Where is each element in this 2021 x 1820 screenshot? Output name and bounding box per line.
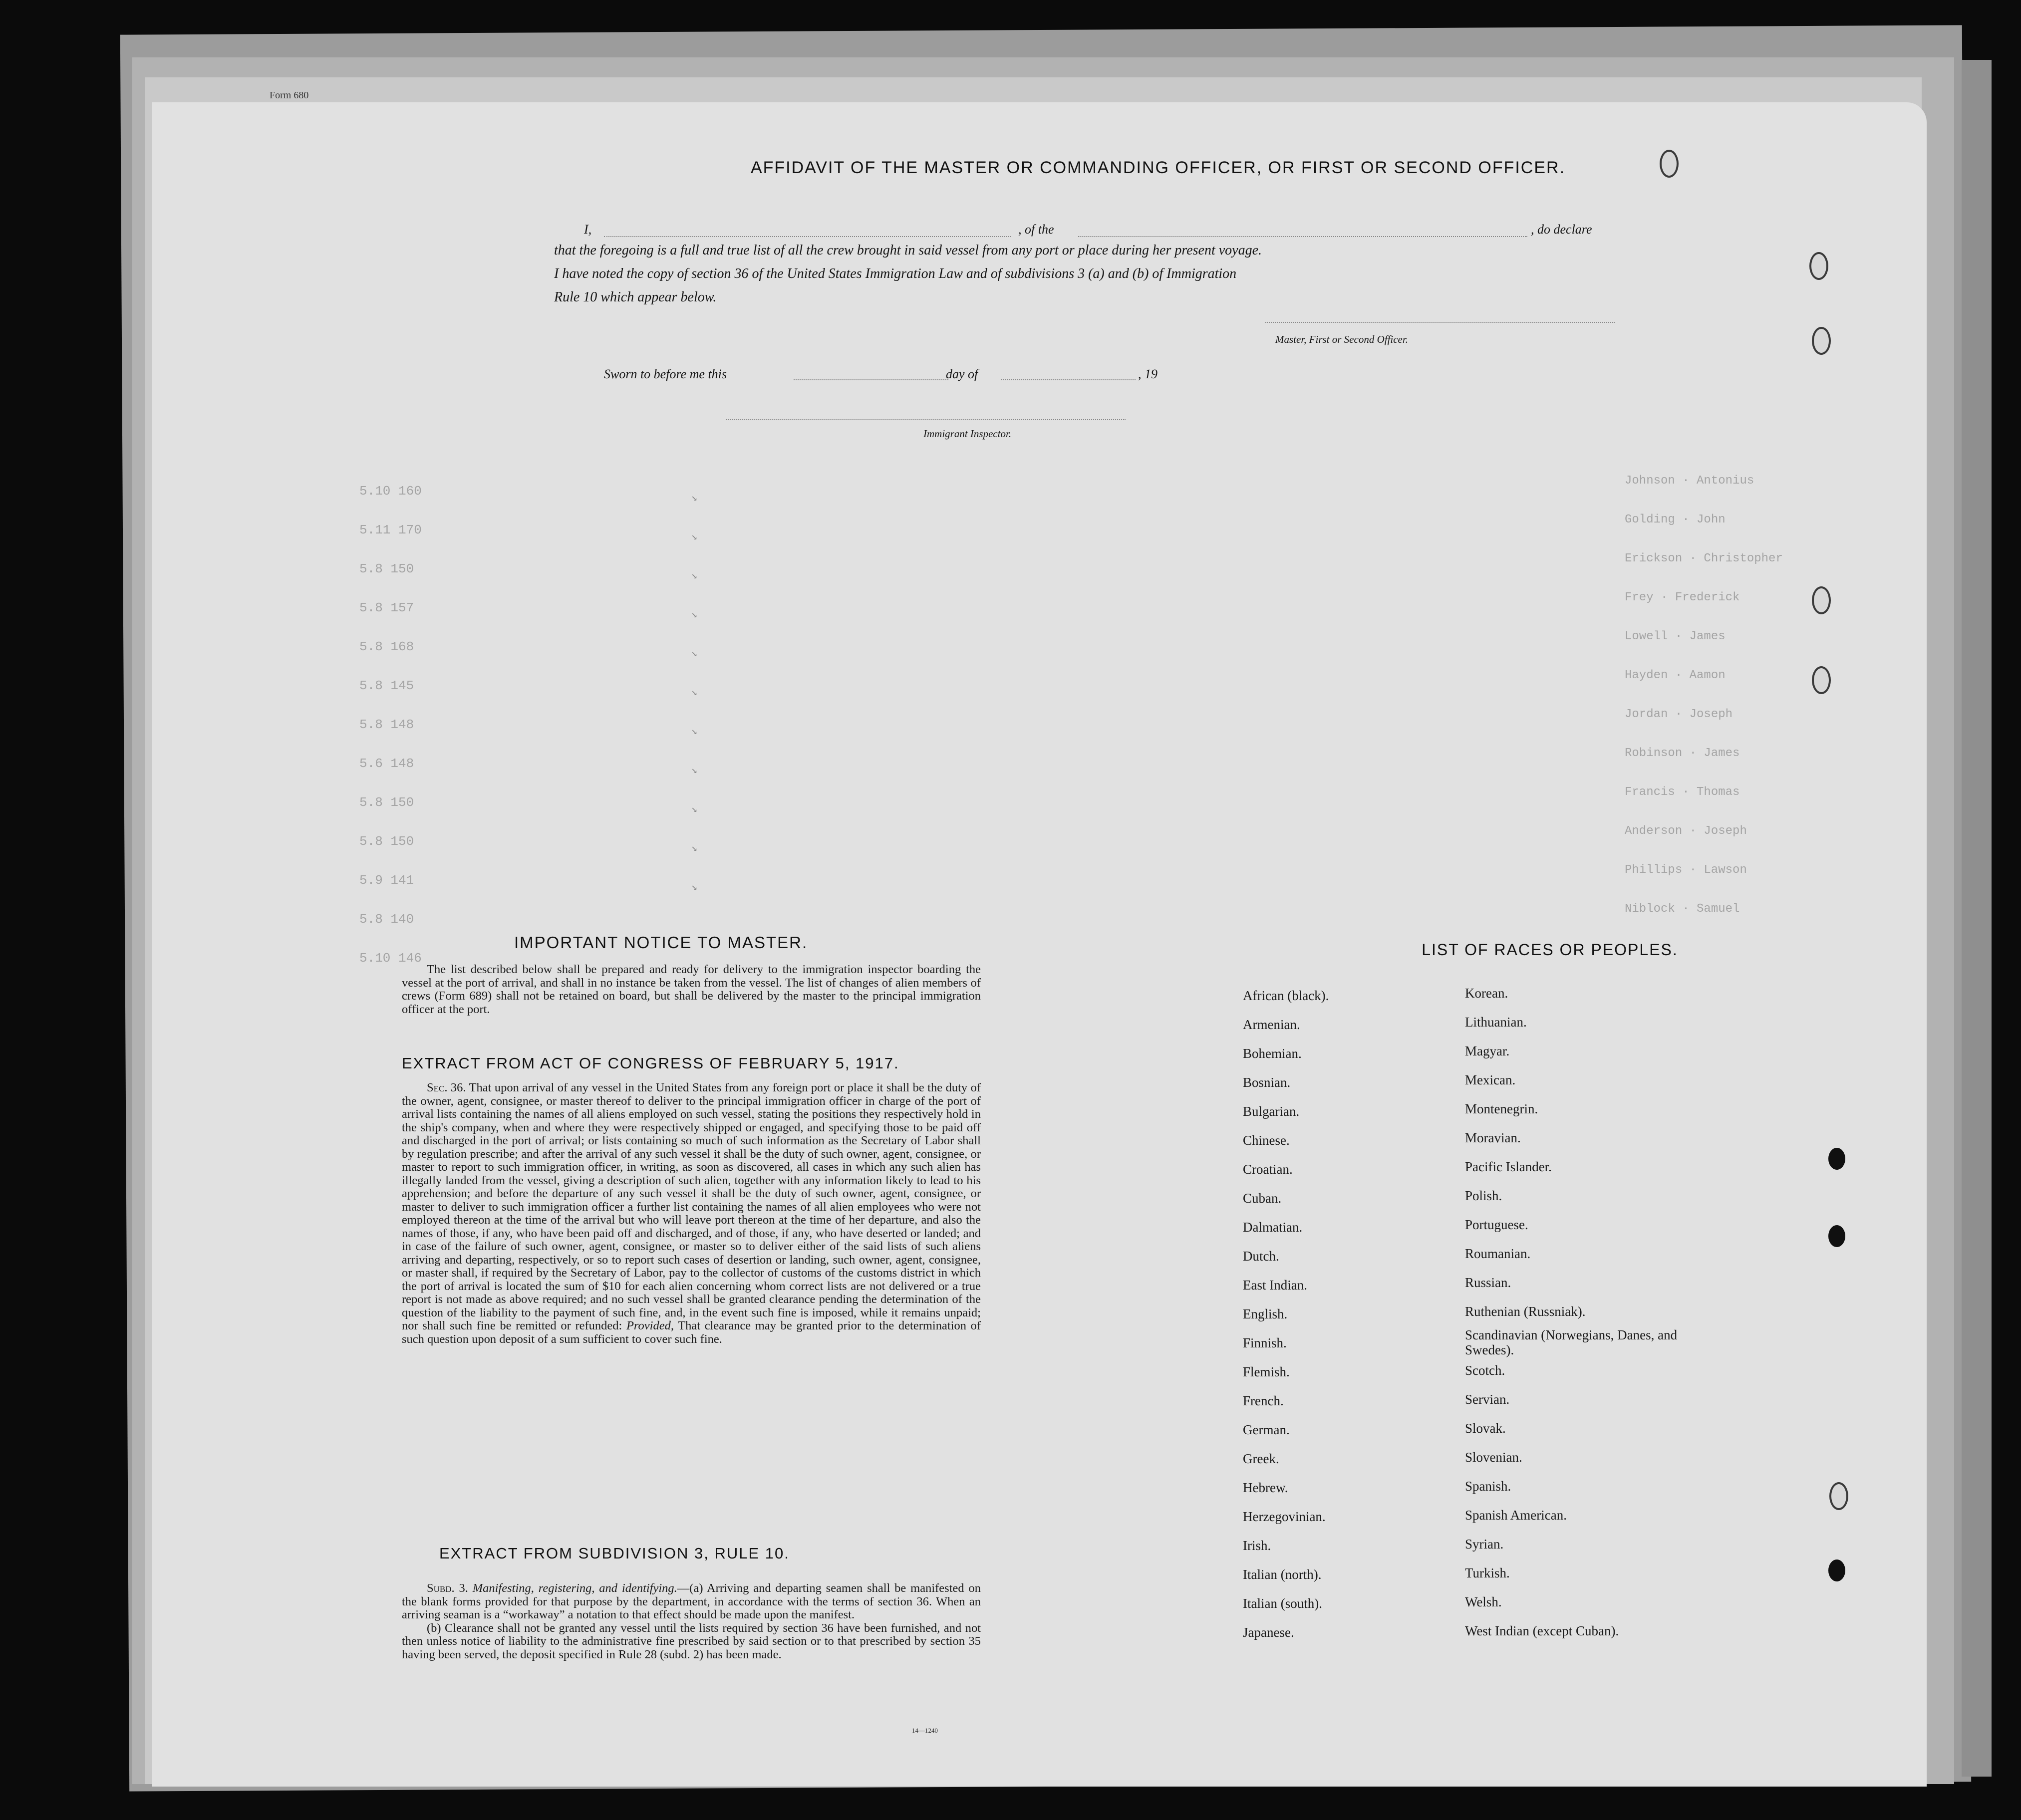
sworn-label: Sworn to before me this: [604, 367, 727, 381]
race-left-item: Flemish.: [1243, 1364, 1290, 1379]
race-right-item: Turkish.: [1465, 1565, 1510, 1580]
day-of-label: day of: [946, 367, 978, 381]
race-left-item: German.: [1243, 1422, 1290, 1437]
punch-hole: [1829, 1482, 1848, 1510]
paragraph-a: —(a) Arriving and departing seamen shall be manifested on the blank forms provided for that purpose by the department, in accordance with the terms of section 36. When an arriving seaman is a “workaway” a notation to that effect should be made upon the manifest.: [402, 1581, 981, 1621]
race-right-item: Syrian.: [1465, 1537, 1504, 1552]
inspector-signature-label: Immigrant Inspector.: [923, 428, 1012, 440]
race-left-item: Japanese.: [1243, 1625, 1294, 1640]
race-left-item: French.: [1243, 1393, 1284, 1408]
race-right-item: Spanish American.: [1465, 1508, 1567, 1523]
race-left-item: Cuban.: [1243, 1191, 1282, 1206]
race-right-item: Magyar.: [1465, 1043, 1510, 1058]
race-right-item: Montenegrin.: [1465, 1101, 1538, 1116]
print-code: 14—1240: [912, 1727, 938, 1734]
race-left-item: Dalmatian.: [1243, 1220, 1303, 1235]
race-right-item: Korean.: [1465, 986, 1508, 1001]
race-right-item: Roumanian.: [1465, 1246, 1531, 1261]
race-right-item: Moravian.: [1465, 1130, 1521, 1145]
race-left-item: East Indian.: [1243, 1278, 1307, 1293]
notice-body: [402, 963, 981, 1016]
sworn-day-line: [794, 379, 948, 380]
paragraph-b: (b) Clearance shall not be granted any vessel until the lists required by section 36 have been furnished, and not then unless notice of liability to the administrative fine prescribed by said section or to that prescribed by section 35 having been served, the deposit specified in Rule 28 (subd. 2) has been made.: [402, 1621, 981, 1661]
race-right-item: Spanish.: [1465, 1479, 1511, 1494]
affidavit-i-label: I,: [584, 222, 592, 237]
race-right-item: Russian.: [1465, 1275, 1511, 1290]
name-blank-line: [604, 236, 1011, 237]
affidavit-line-4: Rule 10 which appear below.: [554, 289, 717, 305]
race-left-item: Croatian.: [1243, 1162, 1293, 1177]
race-right-item: West Indian (except Cuban).: [1465, 1623, 1619, 1638]
subdivision-heading: Manifesting, registering, and identifying.: [472, 1581, 677, 1595]
notice-paragraph: The list described below shall be prepared and ready for delivery to the immigration inspector boarding the vessel at the port of arrival, and shall in no instance be taken from the vessel. The list of changes of alien members of crews (Form 689) shall not be retained on board, but shall be delivered by the master to the principal immigration officer at the port.: [402, 963, 981, 1016]
binding-strip: [1962, 60, 1992, 1777]
show-through-ticks: ↘ ↘ ↘ ↘ ↘ ↘ ↘ ↘ ↘ ↘ ↘: [691, 493, 698, 893]
act-body: [402, 1081, 981, 1346]
races-title: LIST OF RACES OR PEOPLES.: [1422, 941, 1678, 959]
race-right-item: Slovak.: [1465, 1421, 1506, 1436]
race-right-item: Polish.: [1465, 1188, 1502, 1203]
punch-hole: [1809, 252, 1828, 280]
race-right-item: Slovenian.: [1465, 1450, 1522, 1465]
punch-hole: [1828, 1225, 1845, 1247]
race-left-item: Bosnian.: [1243, 1075, 1291, 1090]
master-signature-line: [1265, 322, 1615, 323]
affidavit-line-2: that the foregoing is a full and true list of all the crew brought in said vessel from any port or place during her present voyage.: [554, 243, 1262, 258]
race-right-item: Ruthenian (Russniak).: [1465, 1304, 1586, 1319]
year-label: , 19: [1138, 367, 1157, 381]
show-through-numbers: 5.10 160 5.11 170 5.8 150 5.8 157 5.8 168 5.8 145 5.8 148 5.6 148 5.8 150 5.8 150 5.9 141 5.8 140 5.10 146: [359, 484, 422, 966]
race-right-item: Lithuanian.: [1465, 1015, 1527, 1030]
race-left-item: English.: [1243, 1306, 1288, 1321]
form-sheet: [152, 102, 1927, 1787]
punch-hole: [1828, 1148, 1845, 1170]
punch-hole: [1812, 666, 1831, 694]
race-left-item: Armenian.: [1243, 1017, 1300, 1032]
punch-hole: [1812, 586, 1831, 614]
rule-body: [402, 1582, 981, 1661]
show-through-names: Johnson · Antonius Golding · John Erickson · Christopher Frey · Frederick Lowell · James Hayden · Aamon Jordan · Joseph Robinson · James Francis · Thomas Anderson · Joseph Phillips · Lawson Niblock · Samuel: [1625, 474, 1783, 916]
affidavit-declare-label: , do declare: [1531, 222, 1592, 237]
sworn-month-line: [1001, 379, 1136, 380]
race-right-item: Welsh.: [1465, 1594, 1502, 1609]
race-right-item: Scotch.: [1465, 1363, 1505, 1378]
race-left-item: African (black).: [1243, 988, 1329, 1003]
race-left-item: Finnish.: [1243, 1335, 1287, 1350]
act-section-text: That upon arrival of any vessel in the United States from any foreign port or place it shall be the duty of the owner, agent, consignee, or master thereof to deliver to the principal immigration officer in charge of the port of arrival lists containing the names of all aliens employed on such vessel, stating the positions they respectively hold in the ship's company, when and where they were respectively shipped or engaged, and specifying those to be paid off and discharged in the port of arrival; or lists containing so much of such information as the Secretary of Labor shall by regulation prescribe; and after the arrival of any such vessel it shall be the duty of such owner, agent, consignee, or master to report to such immigration officer, in writing, as soon as discovered, all cases in which any such alien has illegally landed from the vessel, giving a description of such alien, together with any information likely to lead to his apprehension; and before the departure of any such vessel it shall be the duty of such owner, agent, consignee, or master to deliver to such immigration officer a further list containing the names of all alien employees who were not employed thereon at the time of the arrival but who will leave port thereon at the time of her departure, and also the names of those, if any, who have been paid off and discharged, and of those, if any, who have deserted or landed; and in case of the failure of such owner, agent, consignee, or master so to deliver either of the said lists of such aliens arriving and departing, respectively, or so to report such cases of desertion or landing, such owner, agent, consignee, or master shall, if required by the Secretary of Labor, pay to the collector of customs of the customs district in which the port of arrival is located the sum of $10 for each alien concerning whom correct lists are not delivered or a true report is not made as above required; and no such vessel shall be granted clearance pending the determination of the question of the liability to the payment of such fine, and, in the event such fine is imposed, while it remains unpaid; nor shall such fine be remitted or refunded:: [402, 1081, 981, 1332]
race-left-item: Italian (south).: [1243, 1596, 1322, 1611]
vessel-blank-line: [1078, 236, 1527, 237]
race-right-item: Mexican.: [1465, 1072, 1516, 1087]
race-right-item: Portuguese.: [1465, 1217, 1528, 1232]
form-number: Form 680: [270, 90, 309, 101]
race-left-item: Greek.: [1243, 1451, 1279, 1466]
race-right-item: Servian.: [1465, 1392, 1510, 1407]
master-signature-label: Master, First or Second Officer.: [1275, 333, 1408, 345]
affidavit-of-the-label: , of the: [1018, 222, 1054, 237]
race-right-item: Pacific Islander.: [1465, 1159, 1552, 1174]
punch-hole: [1812, 327, 1831, 355]
subdivision-label: Subd. 3.: [427, 1581, 468, 1595]
rule-title: EXTRACT FROM SUBDIVISION 3, RULE 10.: [439, 1545, 790, 1562]
race-left-item: Bohemian.: [1243, 1046, 1302, 1061]
race-left-item: Bulgarian.: [1243, 1104, 1300, 1119]
section-label: Sec. 36.: [427, 1081, 466, 1094]
act-section-end: That clearance may be granted prior to the determination of such question upon deposit of a sum sufficient to cover such fine.: [402, 1319, 981, 1346]
provided-word: Provided,: [626, 1319, 674, 1332]
punch-hole: [1828, 1560, 1845, 1581]
race-left-item: Hebrew.: [1243, 1480, 1288, 1495]
affidavit-title: AFFIDAVIT OF THE MASTER OR COMMANDING OFFICER, OR FIRST OR SECOND OFFICER.: [750, 158, 1566, 177]
race-right-item: Scandinavian (Norwegians, Danes, and Swedes).: [1465, 1327, 1678, 1357]
race-left-item: Herzegovinian.: [1243, 1509, 1326, 1524]
act-title: EXTRACT FROM ACT OF CONGRESS OF FEBRUARY 5, 1917.: [402, 1054, 899, 1072]
race-left-item: Chinese.: [1243, 1133, 1290, 1148]
notice-title: IMPORTANT NOTICE TO MASTER.: [514, 933, 808, 952]
affidavit-line-3: I have noted the copy of section 36 of the United States Immigration Law and of subdivisions 3 (a) and (b) of Immigration: [554, 266, 1237, 281]
race-left-item: Italian (north).: [1243, 1567, 1322, 1582]
race-left-item: Irish.: [1243, 1538, 1271, 1553]
race-left-item: Dutch.: [1243, 1249, 1279, 1264]
inspector-signature-line: [726, 419, 1126, 420]
